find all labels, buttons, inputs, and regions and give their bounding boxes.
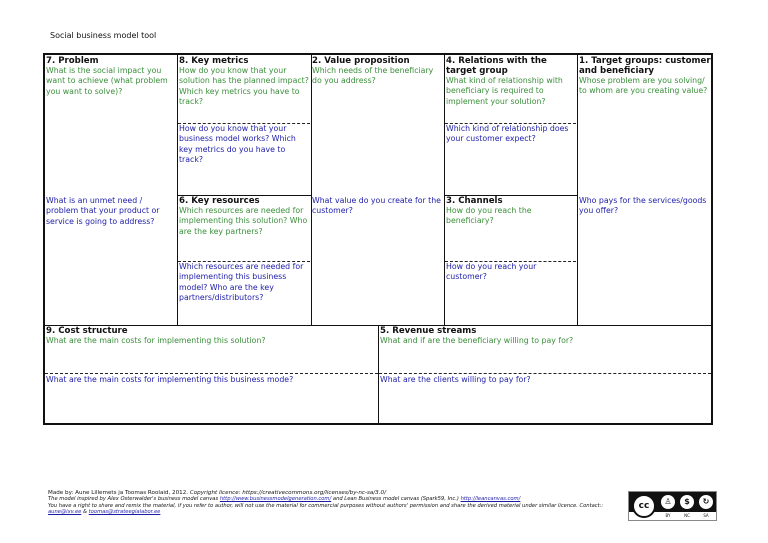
customer-question: Which kind of relationship does your customer expect? xyxy=(446,124,569,144)
cell-heading: 1. Target groups: customer and beneficiary xyxy=(579,56,711,76)
beneficiary-question: What are the main costs for implementing this solution? xyxy=(46,336,266,345)
beneficiary-question: What and if are the beneficiary willing to pay for? xyxy=(380,336,574,345)
divider xyxy=(577,55,578,325)
contact-label: Contact:: xyxy=(579,502,604,509)
badge-label-nc: NC xyxy=(684,513,690,518)
cc-icon: cc xyxy=(632,494,656,518)
beneficiary-question: How do you know that your solution has the planned impact? Which key metrics you have to track? xyxy=(179,66,309,106)
rights-line xyxy=(48,503,608,516)
cell-heading: 5. Revenue streams xyxy=(380,326,477,336)
licence: Copyright licence: https://creativecommons.org/licenses/by-nc-sa/3.0/ xyxy=(189,490,386,496)
rights-text: You have a right to share and remix the material, if you refer to author, will not use the material for commercial purposes without authors' permission and share the derived material under similar licence. xyxy=(48,502,578,509)
cell-relations[interactable] xyxy=(446,56,576,122)
cell-relations-customer[interactable] xyxy=(446,124,576,194)
dashed-divider xyxy=(379,373,711,374)
beneficiary-question: How do you reach the beneficiary? xyxy=(446,206,532,226)
cell-problem[interactable] xyxy=(46,56,176,194)
ampersand: & xyxy=(82,509,88,516)
customer-question: Who pays for the services/goods you offer? xyxy=(579,196,707,216)
beneficiary-question: Which needs of the beneficiary do you address? xyxy=(312,66,434,86)
creative-commons-badge[interactable] xyxy=(628,491,717,521)
cell-key-resources-customer[interactable] xyxy=(179,262,310,324)
cell-heading: 3. Channels xyxy=(446,196,503,206)
noncommercial-icon: $ xyxy=(679,494,695,510)
divider xyxy=(444,55,445,325)
cell-heading: 9. Cost structure xyxy=(46,326,128,336)
cell-key-metrics-customer[interactable] xyxy=(179,124,310,194)
link-lean-canvas[interactable]: http://leancanvas.com/ xyxy=(460,496,521,503)
cell-cost-structure[interactable] xyxy=(46,326,377,372)
business-model-canvas xyxy=(43,53,713,425)
cell-heading: 2. Value proposition xyxy=(312,56,410,66)
cell-channels-customer[interactable] xyxy=(446,262,576,324)
cell-value-proposition-customer[interactable] xyxy=(312,196,443,324)
divider xyxy=(378,325,379,425)
cell-target-groups[interactable] xyxy=(579,56,711,194)
cell-heading: 6. Key resources xyxy=(179,196,260,206)
divider xyxy=(177,55,178,325)
cell-key-metrics[interactable] xyxy=(179,56,310,122)
cell-heading: 4. Relations with the target group xyxy=(446,56,547,76)
footer xyxy=(48,490,608,516)
beneficiary-question: What kind of relationship with beneficiary is required to implement your solution? xyxy=(446,76,563,106)
email-link-2[interactable]: toomas@strateegialabor.ee xyxy=(88,509,161,516)
cell-value-proposition[interactable] xyxy=(312,56,443,194)
cell-key-resources[interactable] xyxy=(179,196,310,260)
customer-question: How do you reach your customer? xyxy=(446,262,537,282)
cell-revenue-streams[interactable] xyxy=(380,326,711,372)
beneficiary-question: Which resources are needed for implementing this solution? Who are the key partners? xyxy=(179,206,308,236)
sharealike-icon: ↻ xyxy=(698,494,714,510)
made-by: Made by: Aune Lillemets ja Toomas Roolaid, 2012. xyxy=(48,490,189,496)
beneficiary-question: Whose problem are you solving/ to whom are you creating value? xyxy=(579,76,708,96)
email-link-1[interactable]: aune@ixv.ee xyxy=(48,509,82,516)
cell-heading: 8. Key metrics xyxy=(179,56,249,66)
customer-question: What value do you create for the customer? xyxy=(312,196,441,216)
cell-problem-customer[interactable] xyxy=(46,196,176,324)
cell-heading: 7. Problem xyxy=(46,56,99,66)
cell-channels[interactable] xyxy=(446,196,576,260)
page-title: Social business model tool xyxy=(50,31,157,40)
badge-label-sa: SA xyxy=(703,513,709,518)
customer-question: Which resources are needed for implementing this business model? Who are the key partners/distributors? xyxy=(179,262,304,302)
badge-label-by: BY xyxy=(665,513,671,518)
beneficiary-question: What is the social impact you want to achieve (what problem you want to solve)? xyxy=(46,66,168,96)
cell-revenue-streams-customer[interactable] xyxy=(380,375,711,423)
cell-cost-structure-customer[interactable] xyxy=(46,375,377,423)
customer-question: What are the clients willing to pay for? xyxy=(380,375,531,384)
customer-question: What is an unmet need / problem that your product or service is going to address? xyxy=(46,196,160,226)
inspired-text: The model inspired by Alex Osterwalder's business model canvas xyxy=(48,496,219,503)
attribution-icon: ♙ xyxy=(660,494,676,510)
link-bmg[interactable]: http://www.businessmodelgeneration.com/ xyxy=(219,496,332,503)
customer-question: What are the main costs for implementing this business mode? xyxy=(46,375,294,384)
cell-target-groups-customer[interactable] xyxy=(579,196,711,324)
dashed-divider xyxy=(45,373,378,374)
inspired-text-2: and Lean Business model canvas (Spark59, Inc.) xyxy=(332,496,459,503)
customer-question: How do you know that your business model works? Which key metrics do you have to track? xyxy=(179,124,296,164)
